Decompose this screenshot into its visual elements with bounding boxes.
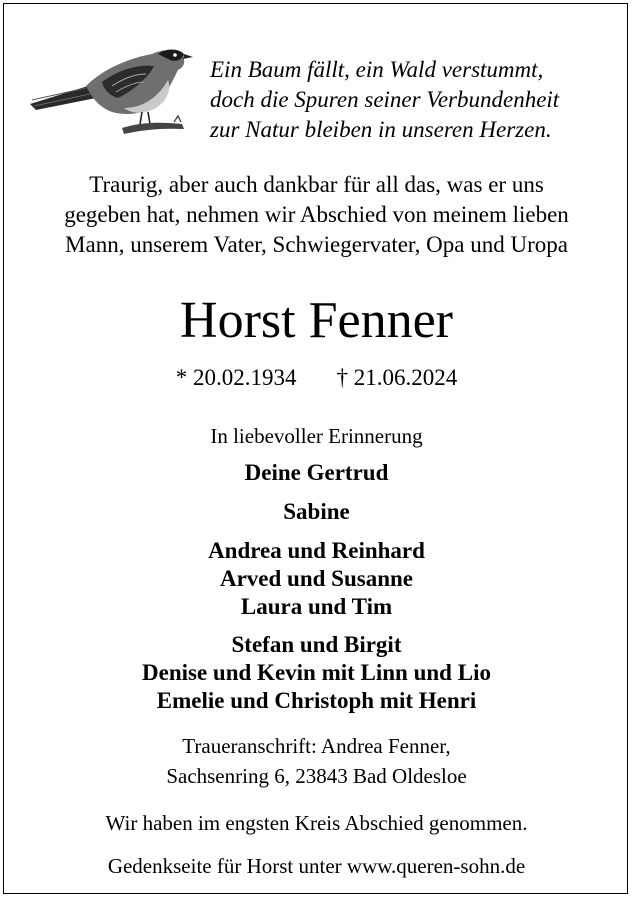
poem-line: zur Natur bleiben in unseren Herzen. <box>210 117 552 142</box>
mourning-address <box>0 731 633 791</box>
mourners-heading: In liebevoller Erinnerung <box>210 424 423 448</box>
mourner-line: Stefan und Birgit <box>231 632 402 657</box>
farewell-note: Wir haben im engsten Kreis Abschied genommen. <box>105 811 528 835</box>
mourner-line: Andrea und Reinhard <box>208 538 425 563</box>
mourner-group-andrea <box>0 537 633 621</box>
intro-text <box>0 170 633 260</box>
memorial-page-link[interactable]: Gedenkseite für Horst unter www.queren-sohn.de <box>107 854 526 878</box>
poem <box>210 55 620 145</box>
mourner-group-stefan <box>0 631 633 715</box>
address-line: Sachsenring 6, 23843 Bad Oldesloe <box>166 764 467 788</box>
mourner-line: Denise und Kevin mit Linn und Lio <box>142 660 491 685</box>
death-date: † 21.06.2024 <box>336 365 458 390</box>
address-line: Traueranschrift: Andrea Fenner, <box>182 734 451 758</box>
mourner-group-daughter <box>0 498 633 526</box>
intro-line: gegeben hat, nehmen wir Abschied von meinem lieben <box>64 202 569 227</box>
poem-line: doch die Spuren seiner Verbundenheit <box>210 87 560 112</box>
mourner-line: Laura und Tim <box>240 594 393 619</box>
intro-line: Traurig, aber auch dankbar für all das, was er uns <box>89 172 544 197</box>
birth-date: * 20.02.1934 <box>175 365 297 390</box>
mourner-line: Emelie und Christoph mit Henri <box>156 688 477 713</box>
mourner-line: Deine Gertrud <box>244 460 389 485</box>
life-dates <box>0 364 633 392</box>
poem-line: Ein Baum fällt, ein Wald verstummt, <box>210 57 544 82</box>
mourner-group-spouse <box>0 459 633 487</box>
bird-illustration <box>26 42 196 142</box>
intro-line: Mann, unserem Vater, Schwiegervater, Opa und Uropa <box>65 232 568 257</box>
deceased-name: Horst Fenner <box>180 292 453 349</box>
mourner-line: Sabine <box>283 499 350 524</box>
mourner-line: Arved und Susanne <box>219 566 414 591</box>
